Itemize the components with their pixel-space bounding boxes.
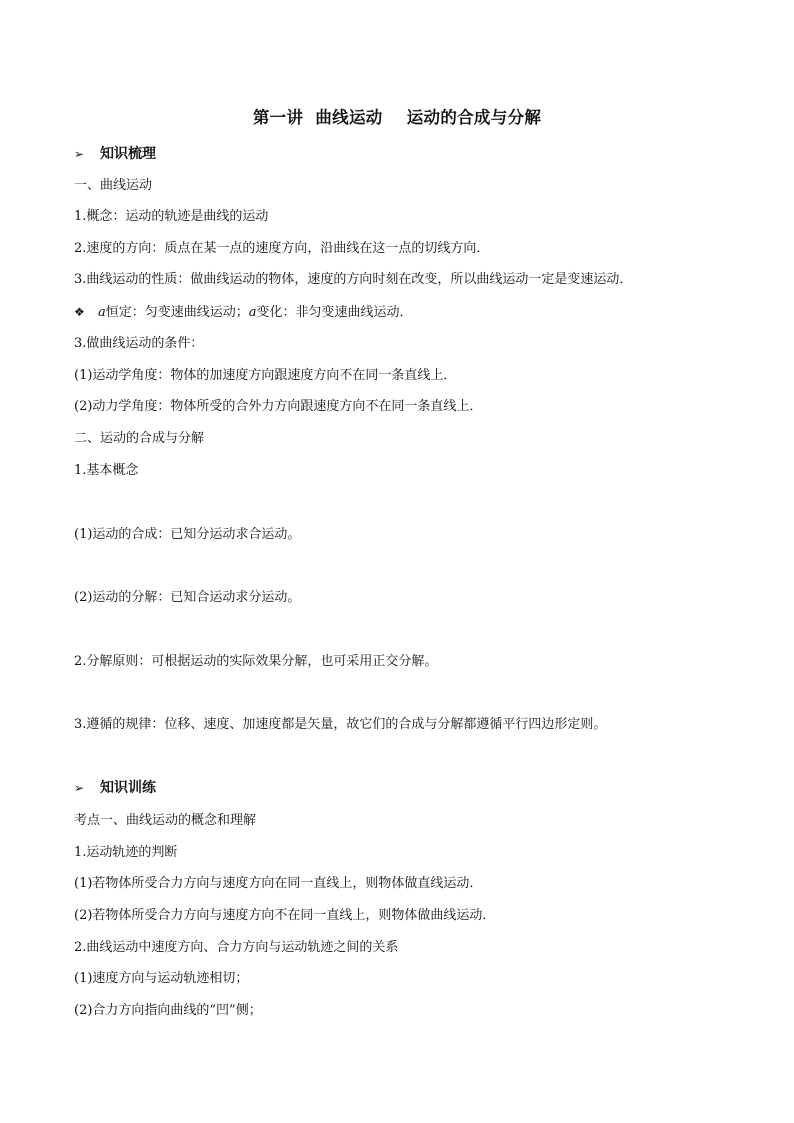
concept-line: 1.概念：运动的轨迹是曲线的运动 [74,209,269,224]
rule-line: 3.遵循的规律：位移、速度、加速度都是矢量，故它们的合成与分解都遵循平行四边形定则。 [74,717,607,732]
condition-title: 3.做曲线运动的条件： [74,336,204,351]
condition-dynamics: (2)动力学角度：物体所受的合外力方向跟速度方向不在同一条直线上． [74,399,483,414]
decomposition-line: (2)运动的分解：已知合运动求分运动。 [74,590,301,605]
acceleration-note [74,303,413,322]
concave-line: (2)合力方向指向曲线的“凹”侧； [74,1003,262,1018]
curved-motion-line: (2)若物体所受合力方向与速度方向不在同一直线上，则物体做曲线运动． [74,908,496,923]
symbol-a: a [98,305,106,320]
composition-line: (1)运动的合成：已知分运动求合运动。 [74,527,301,542]
topic1-title: 考点一、曲线运动的概念和理解 [74,813,257,828]
diamond-bullet-icon: ❖ [74,305,85,319]
note-text-constant: 恒定：匀变速曲线运动； [105,305,249,320]
symbol-a: a [248,305,257,320]
arrow-bullet-icon: ➢ [74,781,85,795]
note-text-variable: 变化：非匀变速曲线运动． [256,305,413,320]
arrow-bullet-icon: ➢ [74,147,85,161]
section-heading-knowledge-training [74,778,156,798]
section-heading-label: 知识梳理 [100,146,156,162]
basic-concept-line: 1.基本概念 [74,463,139,478]
principle-line: 2.分解原则：可根据运动的实际效果分解，也可采用正交分解。 [74,654,438,669]
nature-line: 3.曲线运动的性质：做曲线运动的物体，速度的方向时刻在改变，所以曲线运动一定是变速运动． [74,272,633,287]
part1-title: 一、曲线运动 [74,178,153,193]
relation-title: 2.曲线运动中速度方向、合力方向与运动轨迹之间的关系 [74,940,399,955]
trajectory-title: 1.运动轨迹的判断 [74,845,178,860]
straight-motion-line: (1)若物体所受合力方向与速度方向在同一直线上，则物体做直线运动． [74,876,483,891]
page-title: 第一讲 曲线运动 运动的合成与分解 [252,108,542,127]
velocity-direction-line: 2.速度的方向：质点在某一点的速度方向，沿曲线在这一点的切线方向． [74,241,490,256]
tangent-line: (1)速度方向与运动轨迹相切； [74,971,249,986]
section-heading-knowledge-review [74,144,156,164]
condition-kinematics: (1)运动学角度：物体的加速度方向跟速度方向不在同一条直线上． [74,368,457,383]
part2-title: 二、运动的合成与分解 [74,431,205,446]
section-heading-label: 知识训练 [100,780,156,796]
